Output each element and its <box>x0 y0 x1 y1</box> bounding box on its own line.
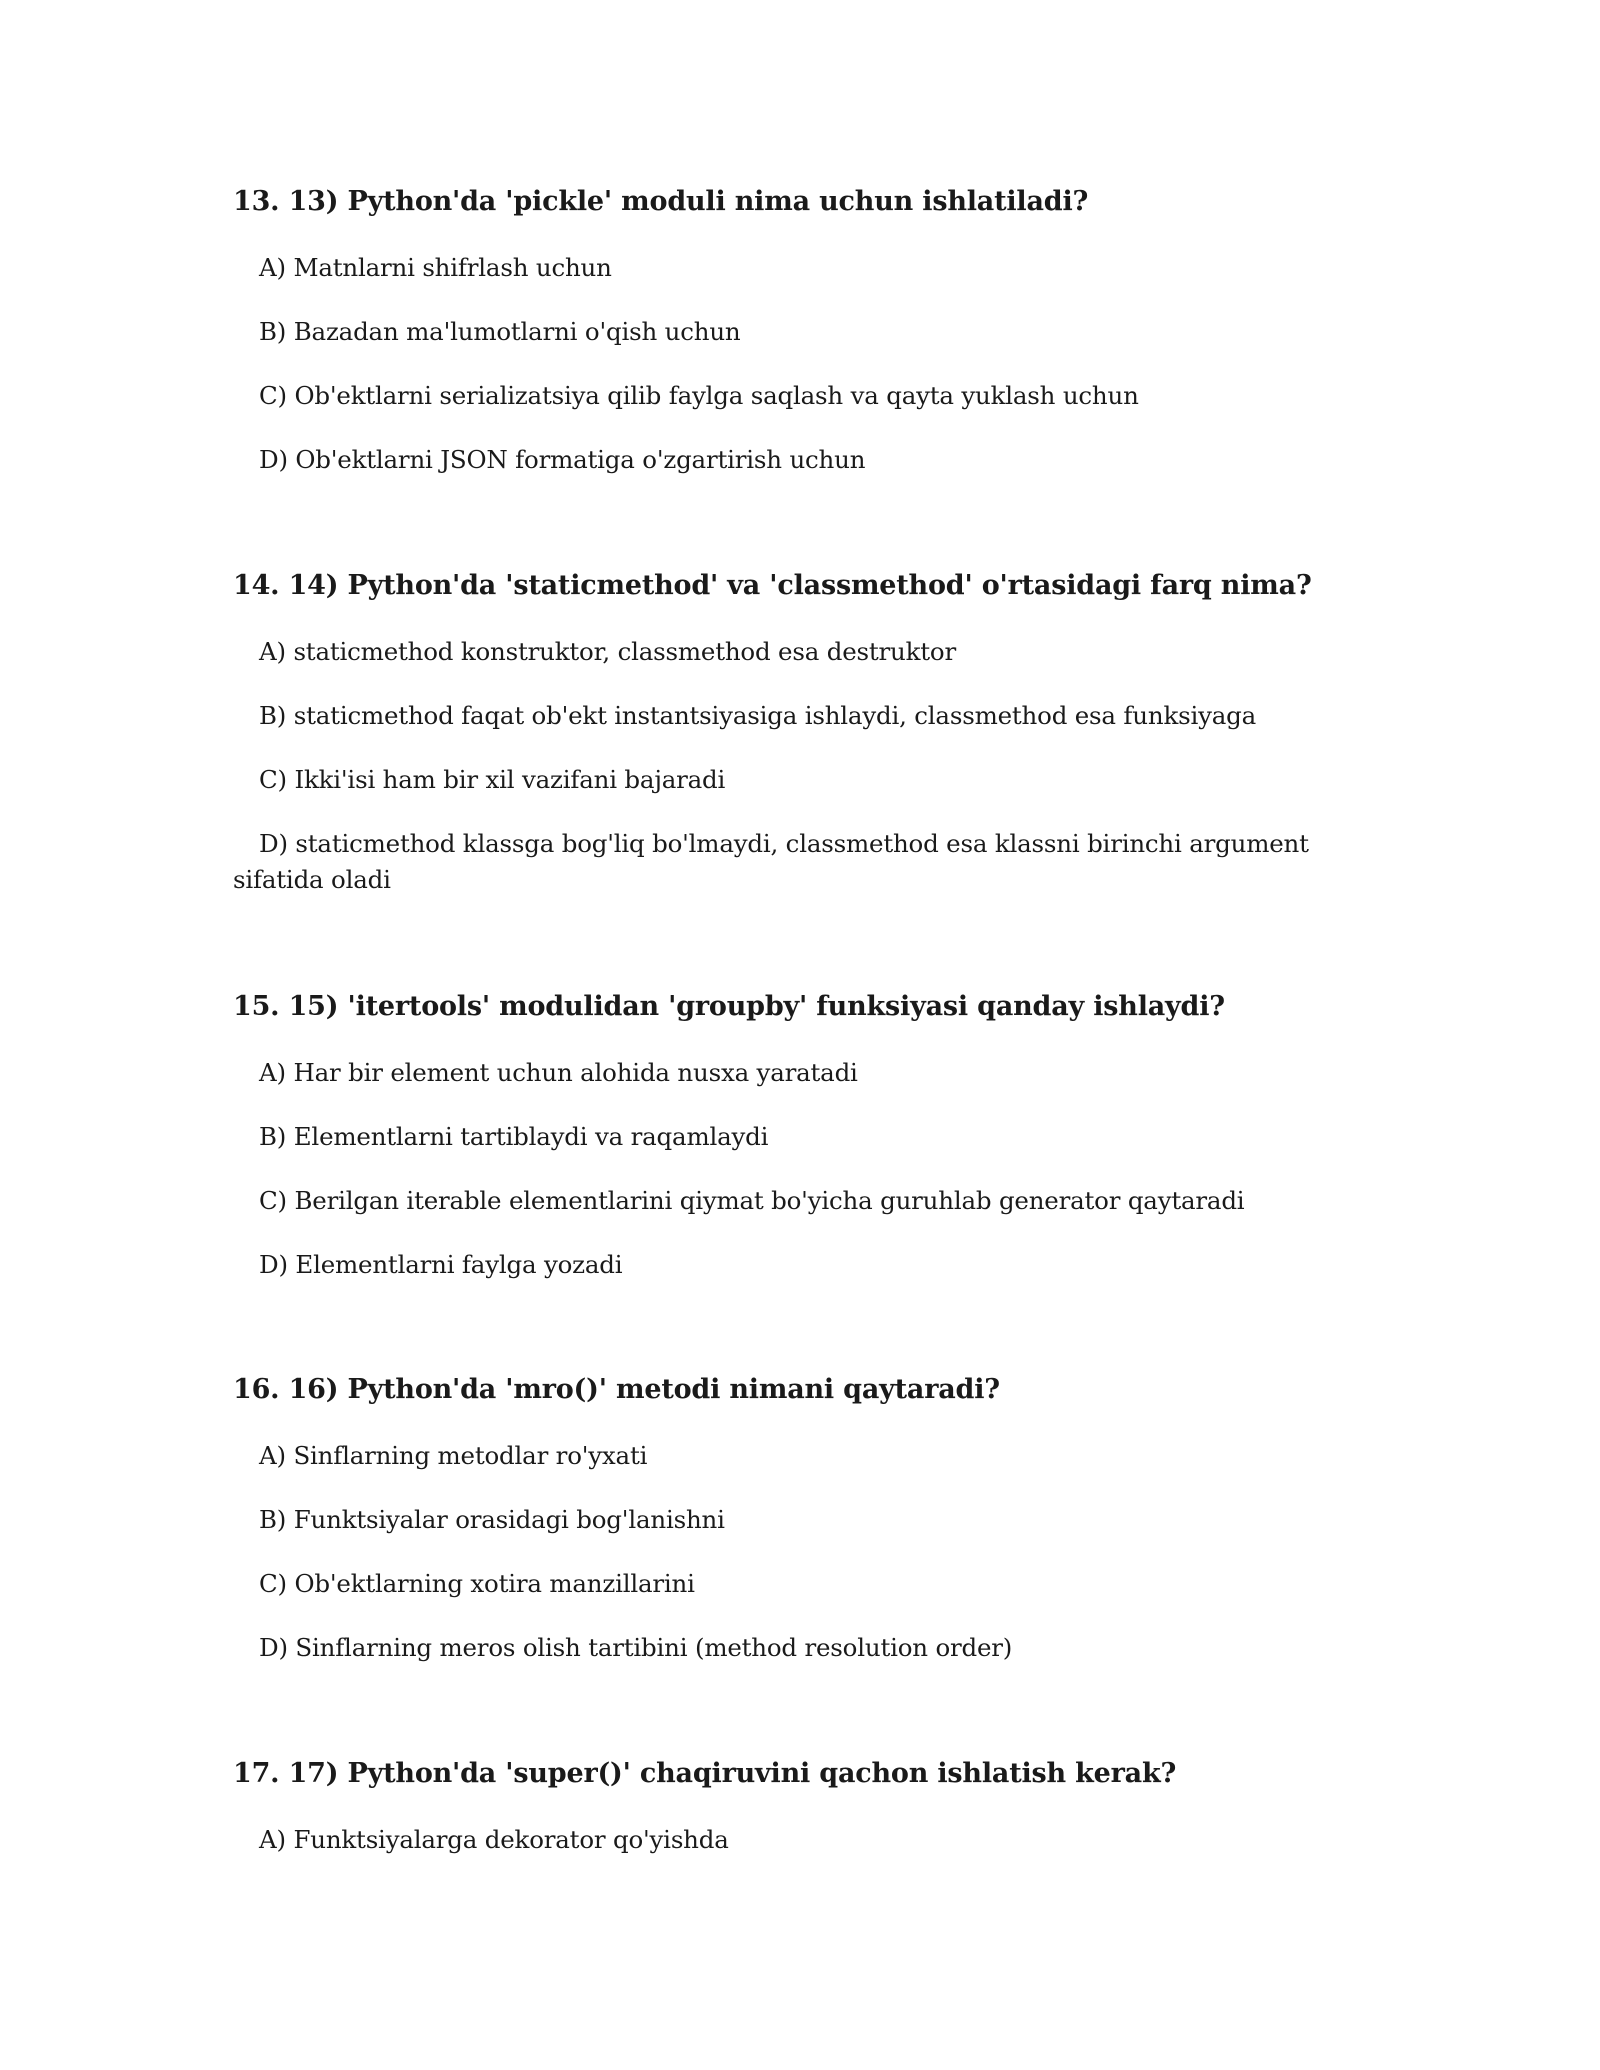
answer-option-b: B) Bazadan ma'lumotlarni o'qish uchun <box>259 317 741 346</box>
answer-options <box>233 1438 1363 1666</box>
question-title: 13. 13) Python'da 'pickle' moduli nima uchun ishlatiladi? <box>233 186 1089 217</box>
answer-option-a: A) Har bir element uchun alohida nusxa yaratadi <box>259 1058 858 1087</box>
answer-options <box>233 1822 1363 1858</box>
question-title: 14. 14) Python'da 'staticmethod' va 'classmethod' o'rtasidagi farq nima? <box>233 570 1312 601</box>
answer-options <box>233 634 1363 898</box>
answer-option-b: B) Elementlarni tartiblaydi va raqamlaydi <box>259 1122 769 1151</box>
answer-option-a: A) Funktsiyalarga dekorator qo'yishda <box>259 1825 729 1854</box>
answer-option-a: A) Matnlarni shifrlash uchun <box>259 253 612 282</box>
question-title: 15. 15) 'itertools' modulidan 'groupby' funksiyasi qanday ishlaydi? <box>233 991 1225 1022</box>
answer-option-d: D) Ob'ektlarni JSON formatiga o'zgartirish uchun <box>259 445 866 474</box>
question-title: 17. 17) Python'da 'super()' chaqiruvini qachon ishlatish kerak? <box>233 1758 1177 1789</box>
answer-option-b: B) Funktsiyalar orasidagi bog'lanishni <box>259 1505 725 1534</box>
answer-option-c: C) Ob'ektlarning xotira manzillarini <box>259 1569 695 1598</box>
answer-option-a: A) staticmethod konstruktor, classmethod esa destruktor <box>259 637 956 666</box>
question-15 <box>233 989 1363 1283</box>
question-16 <box>233 1372 1363 1666</box>
answer-option-d: D) Elementlarni faylga yozadi <box>259 1250 623 1279</box>
answer-option-c: C) Ob'ektlarni serializatsiya qilib faylga saqlash va qayta yuklash uchun <box>259 381 1139 410</box>
answer-option-d: D) staticmethod klassga bog'liq bo'lmaydi, classmethod esa klassni birinchi argument sifatida oladi <box>233 829 1309 894</box>
answer-option-b: B) staticmethod faqat ob'ekt instantsiyasiga ishlaydi, classmethod esa funksiyaga <box>259 701 1257 730</box>
question-13 <box>233 184 1363 478</box>
answer-option-c: C) Berilgan iterable elementlarini qiymat bo'yicha guruhlab generator qaytaradi <box>259 1186 1245 1215</box>
question-14 <box>233 568 1363 898</box>
answer-options <box>233 1055 1363 1283</box>
answer-option-d: D) Sinflarning meros olish tartibini (method resolution order) <box>259 1633 1013 1662</box>
question-title: 16. 16) Python'da 'mro()' metodi nimani qaytaradi? <box>233 1374 1000 1405</box>
question-17 <box>233 1756 1363 1858</box>
answer-options <box>233 250 1363 478</box>
answer-option-a: A) Sinflarning metodlar ro'yxati <box>259 1441 648 1470</box>
answer-option-c: C) Ikki'isi ham bir xil vazifani bajaradi <box>259 765 726 794</box>
